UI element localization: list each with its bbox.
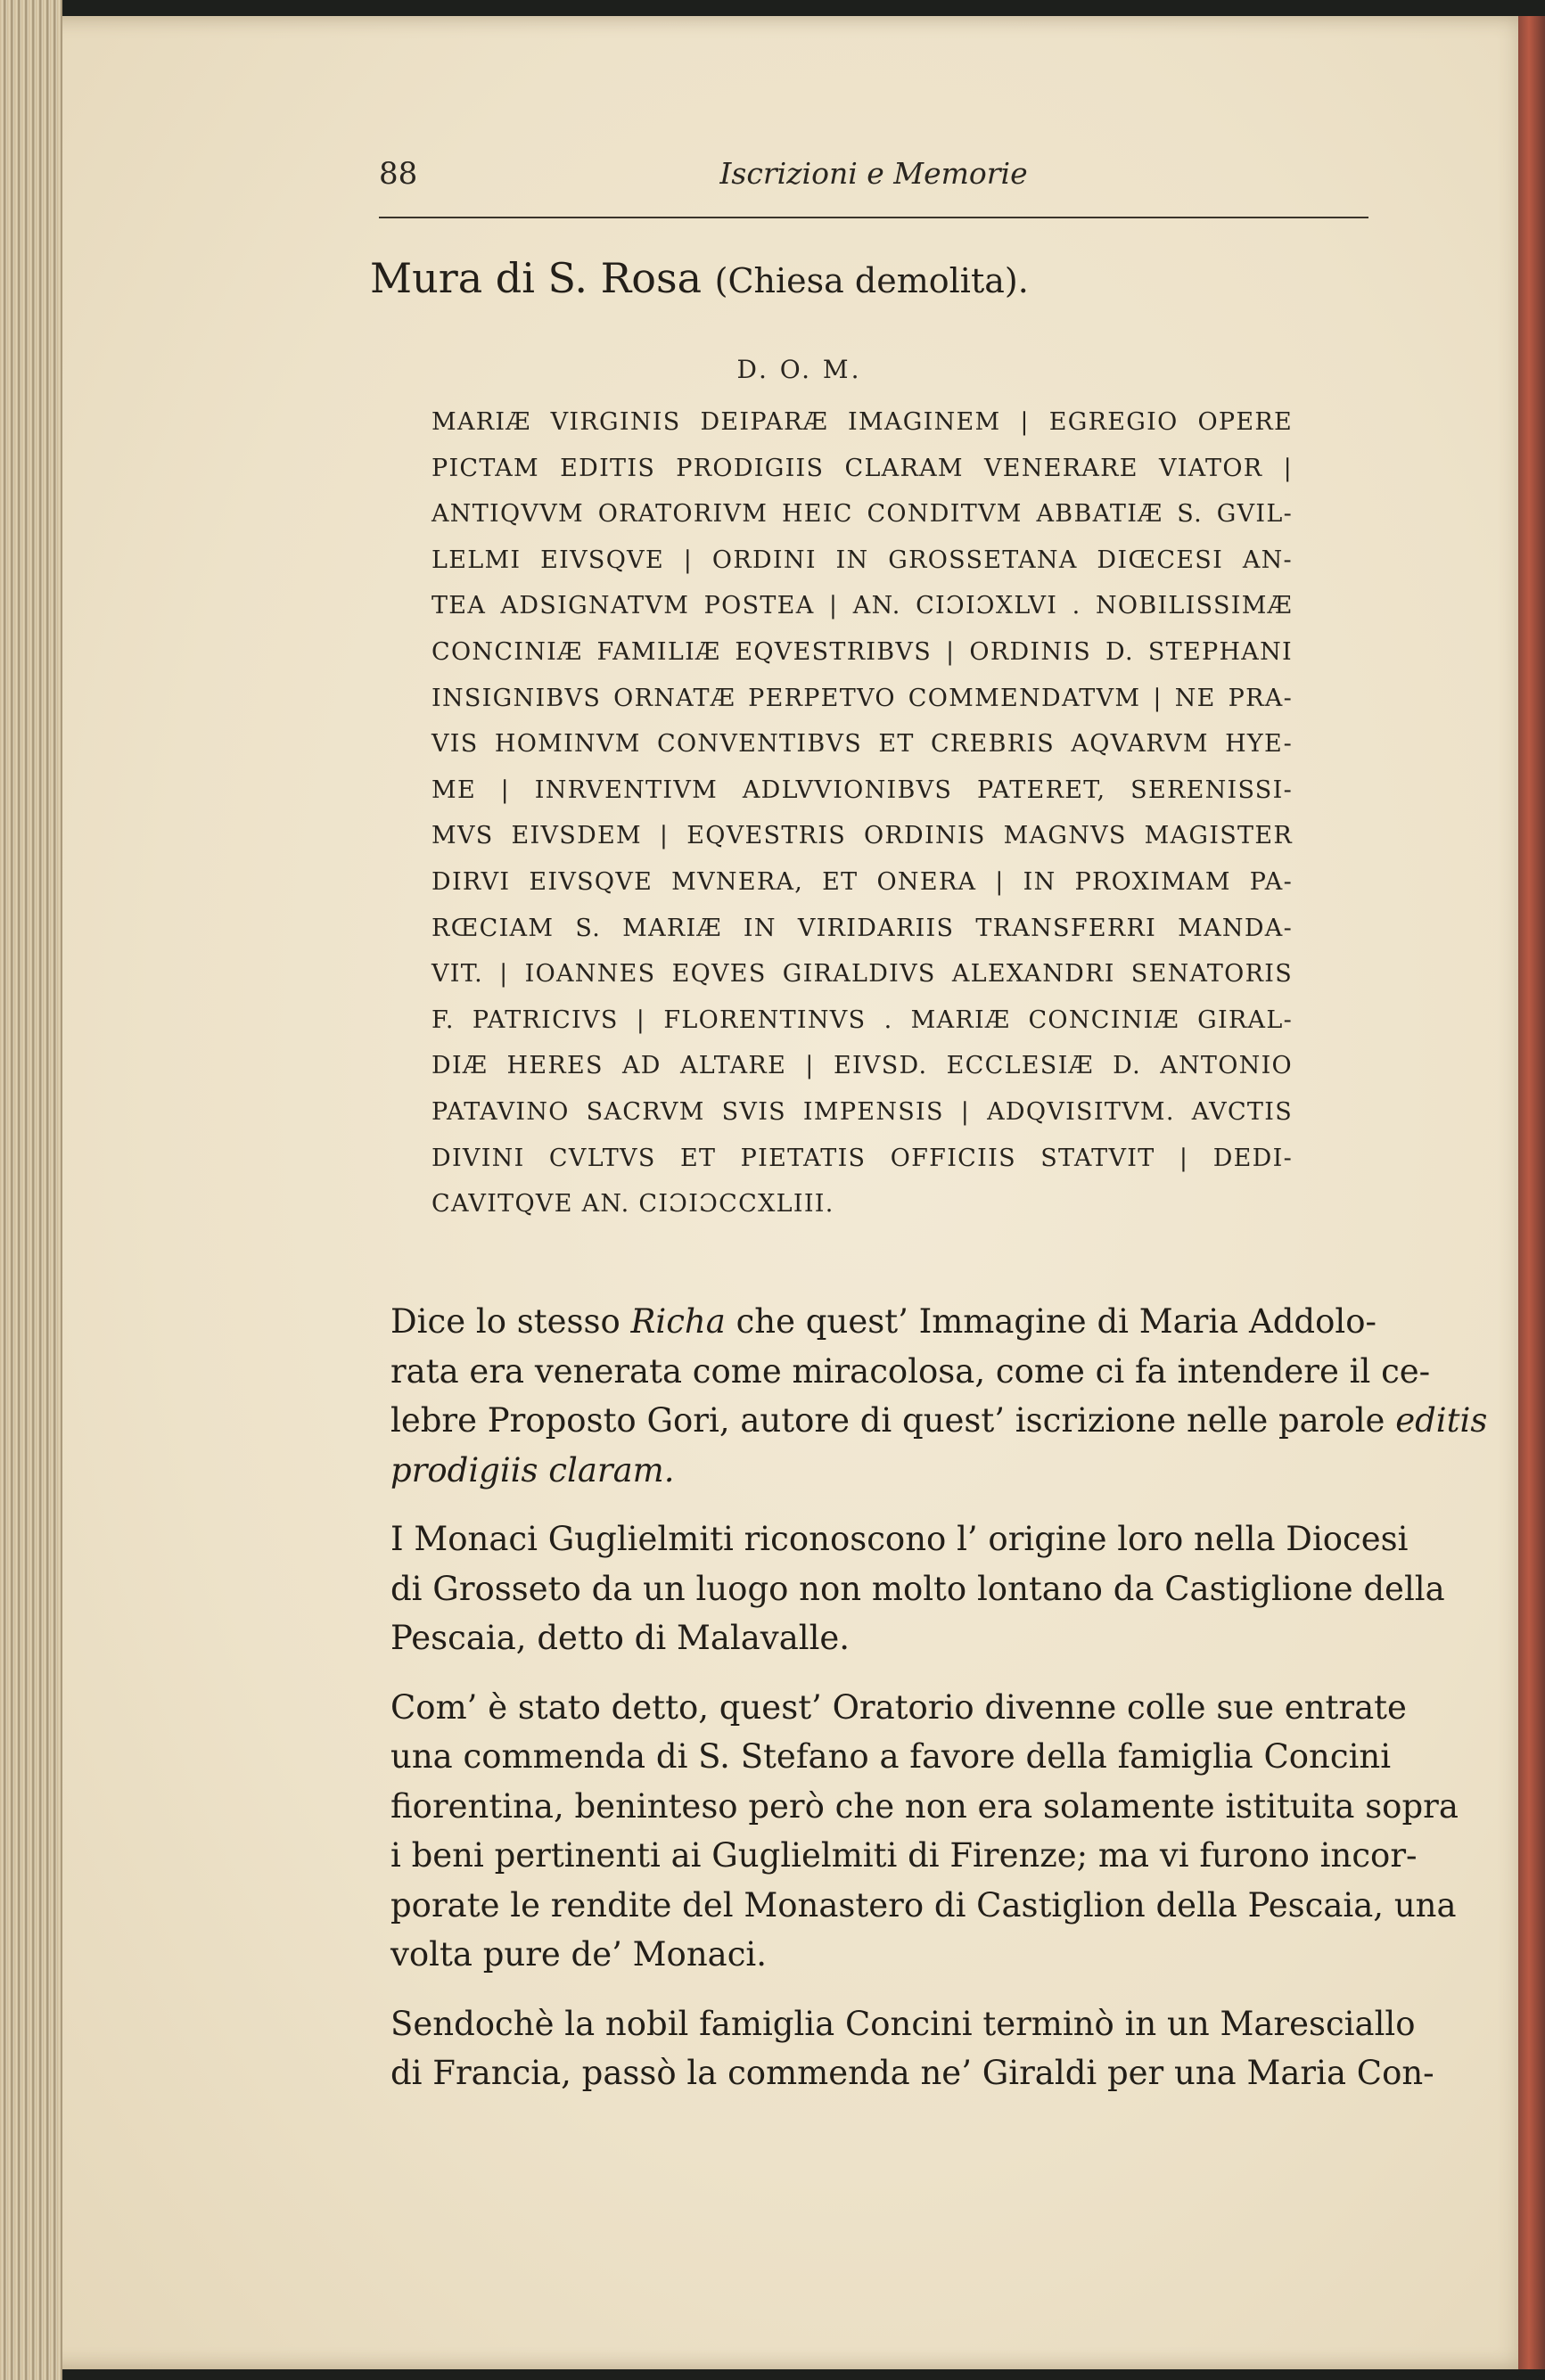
inscription-line: PATAVINO SACRVM SVIS IMPENSIS | ADQVISITVM. AVCTIS <box>431 1097 1293 1126</box>
paragraph-line: di Grosseto da un luogo non molto lontano da Castiglione della <box>390 1569 1445 1608</box>
inscription-line: DIVINI CVLTVS ET PIETATIS OFFICIIS STATVIT | DEDI- <box>431 1144 1293 1172</box>
paragraph-line: rata era venerata come miracolosa, come ci fa intendere il ce- <box>390 1351 1431 1391</box>
inscription-line: ME | INRVENTIVM ADLVVIONIBVS PATERET, SERENISSI- <box>431 776 1293 804</box>
inscription-heading: D. O. M. <box>736 355 862 384</box>
italic-text: editis <box>1395 1401 1488 1440</box>
paragraph-line: Pescaia, detto di Malavalle. <box>390 1619 851 1657</box>
inscription-line: MVS EIVSDEM | EQVESTRIS ORDINIS MAGNVS MAGISTER <box>431 822 1293 850</box>
inscription-line: MARIÆ VIRGINIS DEIPARÆ IMAGINEM | EGREGIO OPERE <box>431 408 1293 436</box>
inscription-line: ANTIQVVM ORATORIVM HEIC CONDITVM ABBATIÆ S. GVIL- <box>431 500 1293 529</box>
inscription-line: CAVITQVE AN. CIƆIƆCCXLIII. <box>431 1190 834 1219</box>
inscription-line: DIRVI EIVSQVE MVNERA, ET ONERA | IN PROXIMAM PA- <box>431 867 1293 896</box>
inscription-line: VIT. | IOANNES EQVES GIRALDIVS ALEXANDRI SENATORIS <box>431 960 1293 989</box>
page-number: 88 <box>379 156 418 192</box>
paragraph-line: Sendochè la nobil famiglia Concini terminò in un Maresciallo <box>390 2004 1416 2043</box>
paragraph-gap <box>390 1495 1358 1514</box>
text-run: che quest’ Immagine di Maria Addolo- <box>725 1302 1377 1341</box>
title-main: Mura di S. Rosa <box>370 254 703 302</box>
inscription-line: DIÆ HERES AD ALTARE | EIVSD. ECCLESIÆ D. ANTONIO <box>431 1052 1293 1080</box>
paragraph-line: Com’ è stato detto, quest’ Oratorio divenne colle sue entrate <box>390 1687 1407 1727</box>
inscription-line: VIS HOMINVM CONVENTIBVS ET CREBRIS AQVARVM HYE- <box>431 730 1293 759</box>
paragraph-line <box>390 1297 1377 1347</box>
inscription-line: RŒCIAM S. MARIÆ IN VIRIDARIIS TRANSFERRI MANDA- <box>431 914 1293 942</box>
header-rule <box>379 217 1368 218</box>
text-run: Dice lo stesso <box>390 1302 631 1341</box>
section-title <box>370 254 1029 302</box>
inscription-line: CONCINIÆ FAMILIÆ EQVESTRIBVS | ORDINIS D. STEPHANI <box>431 637 1293 666</box>
title-subtitle: (Chiesa demolita). <box>714 261 1029 300</box>
paragraph-line: una commenda di S. Stefano a favore della famiglia Concini <box>390 1737 1392 1776</box>
paragraph-gap <box>390 1663 1358 1683</box>
body-text <box>390 1297 1488 2098</box>
inscription-line: TEA ADSIGNATVM POSTEA | AN. CIƆIƆXLVI . NOBILISSIMÆ <box>431 592 1293 620</box>
inscription-text <box>431 399 1293 1227</box>
italic-text: prodigiis claram. <box>390 1450 675 1490</box>
inscription-line: F. PATRICIVS | FLORENTINVS . MARIÆ CONCINIÆ GIRAL- <box>431 1005 1293 1034</box>
inscription-line: PICTAM EDITIS PRODIGIIS CLARAM VENERARE VIATOR | <box>431 454 1293 482</box>
text-run: lebre Proposto Gori, autore di quest’ iscrizione nelle parole <box>390 1401 1396 1440</box>
italic-text: Richa <box>630 1302 726 1341</box>
paragraph-line: volta pure de’ Monaci. <box>390 1935 768 1974</box>
page-header <box>379 156 1368 218</box>
paragraph-line <box>390 1396 1488 1446</box>
inscription-line: INSIGNIBVS ORNATÆ PERPETVO COMMENDATVM | NE PRA- <box>431 684 1293 712</box>
inscription-line: LELMI EIVSQVE | ORDINI IN GROSSETANA DIŒCESI AN- <box>431 546 1293 574</box>
paragraph-line: i beni pertinenti ai Guglielmiti di Firenze; ma vi furono incor- <box>390 1836 1418 1875</box>
paragraph-line: I Monaci Guglielmiti riconoscono l’ origine loro nella Diocesi <box>390 1520 1409 1558</box>
paragraph-line: di Francia, passò la commenda ne’ Giraldi per una Maria Con- <box>390 2054 1434 2092</box>
paragraph-line: porate le rendite del Monastero di Castiglion della Pescaia, una <box>390 1885 1457 1925</box>
paragraph-line <box>390 1446 1358 1496</box>
paragraph-line: fiorentina, beninteso però che non era solamente istituita sopra <box>390 1786 1459 1826</box>
paragraph-gap <box>390 1980 1358 1999</box>
running-title: Iscrizioni e Memorie <box>719 156 1028 191</box>
